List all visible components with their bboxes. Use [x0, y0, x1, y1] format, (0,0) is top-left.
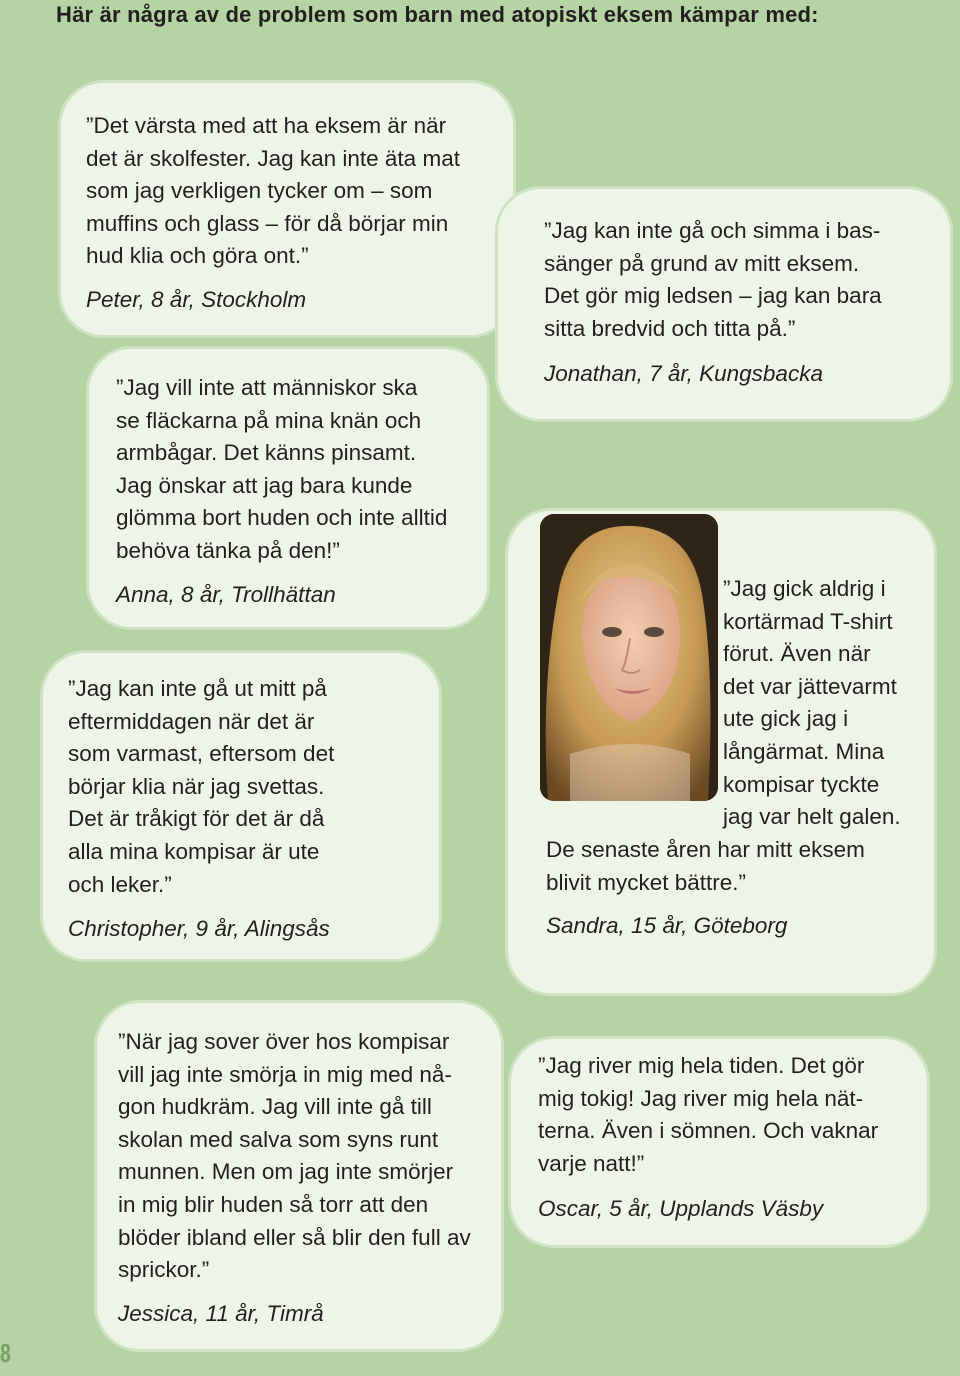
quote-signature-christopher: Christopher, 9 år, Alingsås [68, 916, 330, 941]
portrait-photo [540, 514, 718, 801]
quote-text-peter: ”Det värsta med att ha eksem är när det är skolfester. Jag kan inte äta mat som jag verkligen tycker om – som muffins och glass – för då börjar min hud klia och göra ont.” [86, 113, 460, 269]
quote-signature-jessica: Jessica, 11 år, Timrå [118, 1301, 324, 1326]
quote-text-jonathan: ”Jag kan inte gå och simma i bas- sänger på grund av mitt eksem. Det gör mig ledsen – jag kan bara sitta bredvid och titta på.” [544, 218, 882, 341]
quote-signature-sandra: Sandra, 15 år, Göteborg [546, 913, 788, 938]
page-number: 8 [0, 1338, 11, 1368]
quote-text-oscar: ”Jag river mig hela tiden. Det gör mig tokig! Jag river mig hela nät- terna. Även i sömnen. Och vaknar varje natt!” [538, 1053, 879, 1176]
quote-signature-peter: Peter, 8 år, Stockholm [86, 287, 307, 312]
quote-signature-jonathan: Jonathan, 7 år, Kungsbacka [544, 361, 823, 386]
quote-signature-oscar: Oscar, 5 år, Upplands Väsby [538, 1196, 824, 1221]
quote-text-jessica: ”När jag sover över hos kompisar vill jag inte smörja in mig med nå- gon hudkräm. Jag vill inte gå till skolan med salva som syns runt munnen. Men om jag inte smörjer in mig blir huden så torr att den blöder ibland eller så blir den full av sprickor.” [118, 1029, 471, 1283]
quote-text-christopher: ”Jag kan inte gå ut mitt på eftermiddagen när det är som varmast, eftersom det börjar klia när jag svettas. Det är tråkigt för det är då alla mina kompisar är ute och leker.” [68, 676, 335, 897]
page-heading: Här är några av de problem som barn med atopiskt eksem kämpar med: [56, 2, 819, 27]
quote-signature-anna: Anna, 8 år, Trollhättan [116, 582, 336, 607]
quote-text-anna: ”Jag vill inte att människor ska se fläckarna på mina knän och armbågar. Det känns pinsamt. Jag önskar att jag bara kunde glömma bort huden och inte alltid behöva tänka på den!” [116, 375, 448, 563]
quote-text-sandra-full: De senaste åren har mitt eksem blivit mycket bättre.” [546, 837, 865, 895]
quote-text-sandra-side: ”Jag gick aldrig i kortärmad T-shirt förut. Även när det var jättevarmt ute gick jag i långärmat. Mina kompisar tyckte jag var helt galen. [723, 576, 901, 830]
portrait-photo-illustration [540, 514, 718, 801]
